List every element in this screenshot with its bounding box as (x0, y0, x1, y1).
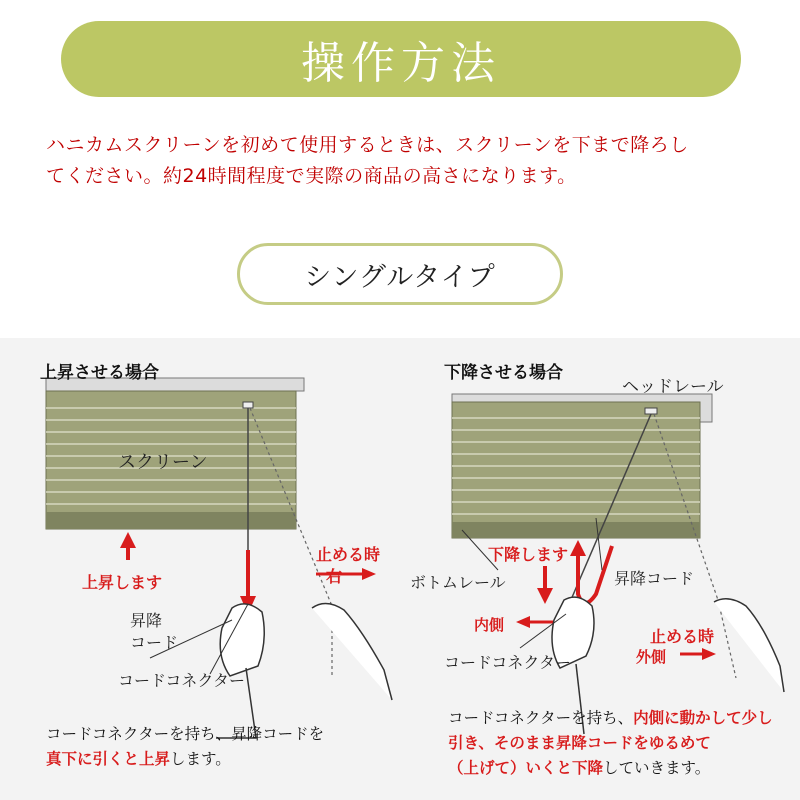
lower-panel (400, 338, 800, 800)
inside-label: 内側 (474, 616, 505, 634)
intro-text (46, 130, 766, 192)
intro-line-1: ハニカムスクリーンを初めて使用するときは、スクリーンを下まで降ろし (46, 134, 689, 156)
type-label: シングルタイプ (304, 261, 496, 293)
raise-panel (0, 338, 400, 800)
stop-label: 止める時 (316, 545, 381, 564)
cord-label-1: 昇降 (130, 611, 163, 630)
lower-heading: 下降させる場合 (444, 363, 563, 383)
connector-label-right: コードコネクター (444, 653, 572, 672)
lower-caption-line-2: 引き、そのまま昇降コードをゆるめて (448, 734, 711, 752)
raise-caption (46, 722, 324, 772)
raise-caption-line-2: 真下に引くと上昇します。 (46, 750, 231, 768)
cord-label-2: コード (130, 633, 179, 652)
descend-label: 下降します (488, 545, 569, 564)
stop-direction: 右 (326, 567, 343, 586)
bottom-rail-label: ボトムレール (410, 573, 506, 592)
connector-label: コードコネクター (118, 671, 246, 690)
screen-label: スクリーン (118, 452, 208, 473)
stop-label-right: 止める時 (650, 627, 715, 646)
cord-label: 昇降コード (614, 569, 695, 588)
headrail-label: ヘッドレール (622, 377, 724, 397)
raise-heading: 上昇させる場合 (40, 363, 159, 383)
title-banner (61, 21, 741, 97)
lower-caption (448, 706, 773, 781)
page-title: 操作方法 (301, 38, 501, 89)
raise-caption-line-1: コードコネクターを持ち、昇降コードを (46, 725, 325, 743)
lower-caption-line-3: （上げて）いくと下降していきます。 (448, 759, 711, 777)
stop-direction-right: 外側 (636, 648, 667, 666)
intro-line-2: てください。約24時間程度で実際の商品の高さになります。 (46, 165, 577, 187)
lift-label: 上昇します (82, 573, 163, 592)
lower-caption-line-1: コードコネクターを持ち、内側に動かして少し (448, 709, 773, 727)
type-badge (237, 243, 563, 305)
